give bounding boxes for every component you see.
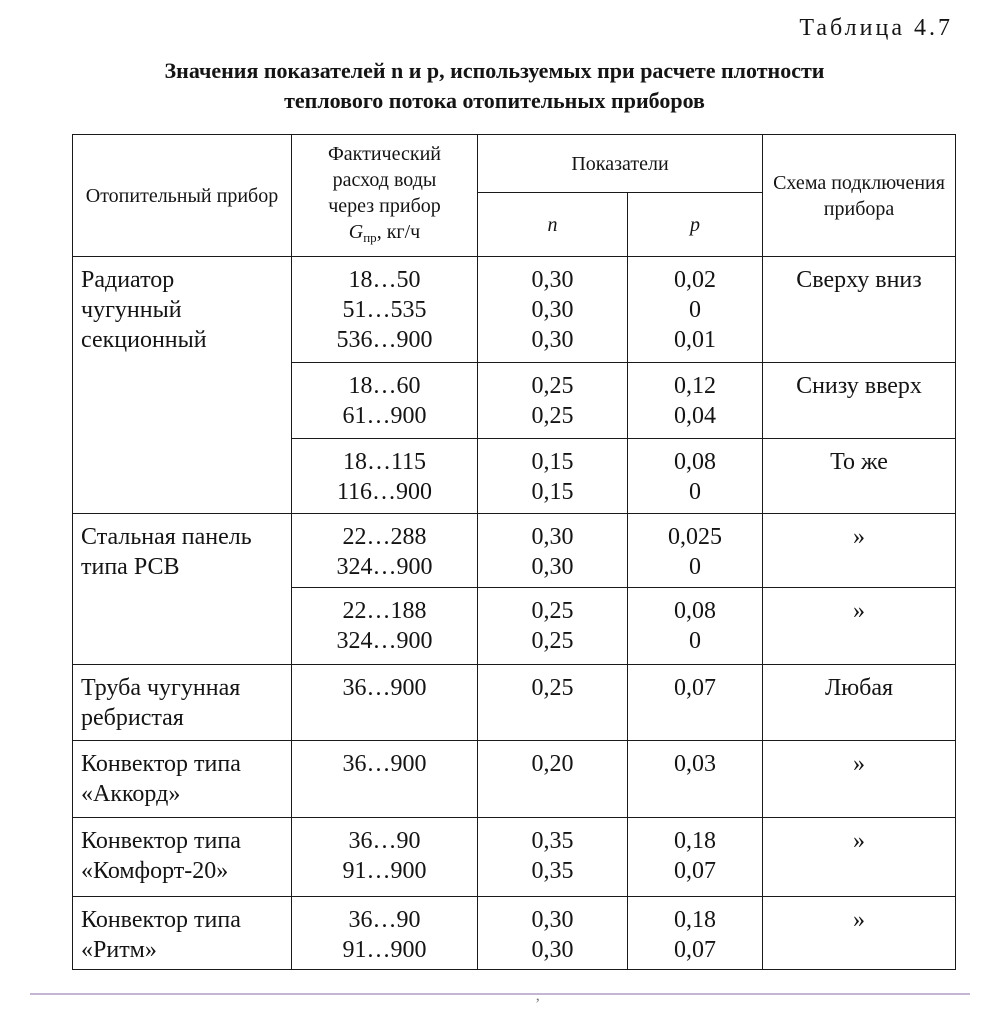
device-cell xyxy=(73,818,292,897)
flow-cell xyxy=(292,588,478,665)
table-title-line-2: теплового потока отопительных приборов xyxy=(284,88,705,113)
table-row xyxy=(73,257,956,363)
p-cell xyxy=(628,363,763,439)
n-value: 0,25 xyxy=(531,675,574,701)
n-cell xyxy=(478,363,628,439)
n-cell xyxy=(478,818,628,897)
p-value: 0 xyxy=(689,297,701,323)
header-flow xyxy=(292,135,478,257)
device-cell xyxy=(73,514,292,665)
p-value: 0,08 xyxy=(674,449,716,475)
device-name-line: чугунный xyxy=(81,297,182,323)
p-value: 0 xyxy=(689,554,701,580)
flow-value: 91…900 xyxy=(342,937,427,963)
flow-value: 18…115 xyxy=(342,449,427,475)
n-value: 0,25 xyxy=(531,598,574,624)
scheme-cell: Снизу вверх xyxy=(763,363,956,439)
data-table xyxy=(72,134,956,970)
p-value: 0,07 xyxy=(674,675,716,701)
p-value: 0 xyxy=(689,628,701,654)
p-cell xyxy=(628,818,763,897)
flow-cell xyxy=(292,363,478,439)
table-title xyxy=(0,56,989,116)
n-cell xyxy=(478,741,628,818)
device-name-line: Труба чугунная xyxy=(81,675,241,701)
n-value: 0,30 xyxy=(531,267,574,293)
flow-value: 61…900 xyxy=(342,403,427,429)
p-value: 0,01 xyxy=(674,327,716,353)
p-value: 0,03 xyxy=(674,751,716,777)
scheme-cell: » xyxy=(763,588,956,665)
header-flow-line-3: через прибор xyxy=(328,194,441,217)
flow-value: 18…50 xyxy=(348,267,421,293)
flow-value: 36…900 xyxy=(342,751,427,777)
header-row-1 xyxy=(73,135,956,193)
device-cell xyxy=(73,257,292,514)
p-cell xyxy=(628,514,763,588)
header-n: n xyxy=(478,193,628,257)
p-cell xyxy=(628,588,763,665)
flow-value: 36…90 xyxy=(348,828,421,854)
flow-cell xyxy=(292,439,478,514)
device-name-line: Конвектор типа xyxy=(81,907,241,933)
device-name-line: Радиатор xyxy=(81,267,175,293)
header-indicators: Показатели xyxy=(478,135,763,193)
n-value: 0,15 xyxy=(531,449,574,475)
header-flow-line-1: Фактический xyxy=(327,142,441,165)
n-value: 0,35 xyxy=(531,828,574,854)
device-name-line: секционный xyxy=(81,327,207,353)
device-name-line: «Ритм» xyxy=(81,937,157,963)
table-row xyxy=(73,665,956,741)
n-cell xyxy=(478,897,628,970)
table-number: Таблица 4.7 xyxy=(799,15,953,41)
n-cell xyxy=(478,514,628,588)
flow-value: 18…60 xyxy=(348,373,421,399)
scheme-cell: Любая xyxy=(763,665,956,741)
page-bottom-rule xyxy=(30,993,970,995)
table-row xyxy=(73,741,956,818)
flow-cell xyxy=(292,665,478,741)
flow-subscript: пр xyxy=(363,229,377,245)
flow-value: 91…900 xyxy=(342,858,427,884)
table-row xyxy=(73,818,956,897)
header-flow-line-4 xyxy=(292,219,477,251)
n-value: 0,25 xyxy=(531,628,574,654)
flow-cell xyxy=(292,257,478,363)
p-value: 0,12 xyxy=(674,373,716,399)
n-value: 0,30 xyxy=(531,297,574,323)
flow-value: 22…188 xyxy=(342,598,427,624)
n-value: 0,25 xyxy=(531,373,574,399)
n-value: 0,30 xyxy=(531,524,574,550)
flow-symbol: G xyxy=(348,220,364,243)
device-name-line: «Комфорт-20» xyxy=(81,858,229,884)
n-value: 0,35 xyxy=(531,858,574,884)
n-cell xyxy=(478,439,628,514)
p-cell xyxy=(628,439,763,514)
device-name-line: Стальная панель xyxy=(81,524,252,550)
scheme-cell: То же xyxy=(763,439,956,514)
n-value: 0,15 xyxy=(531,479,574,505)
n-value: 0,30 xyxy=(531,937,574,963)
device-name-line: Конвектор типа xyxy=(81,751,241,777)
device-name-line: «Аккорд» xyxy=(81,781,181,807)
device-cell xyxy=(73,741,292,818)
n-cell xyxy=(478,257,628,363)
header-scheme: Схема подключения прибора xyxy=(763,135,956,257)
p-value: 0,07 xyxy=(674,937,716,963)
flow-value: 536…900 xyxy=(336,327,433,353)
flow-value: 324…900 xyxy=(336,628,433,654)
p-value: 0,02 xyxy=(674,267,716,293)
p-cell xyxy=(628,741,763,818)
header-device: Отопительный прибор xyxy=(73,135,292,257)
device-cell xyxy=(73,665,292,741)
p-cell xyxy=(628,257,763,363)
flow-value: 36…900 xyxy=(342,675,427,701)
n-value: 0,30 xyxy=(531,327,574,353)
flow-unit: , кг/ч xyxy=(376,220,421,243)
flow-cell xyxy=(292,818,478,897)
flow-cell xyxy=(292,514,478,588)
scheme-cell: » xyxy=(763,897,956,970)
p-cell xyxy=(628,665,763,741)
table-row xyxy=(73,897,956,970)
device-cell xyxy=(73,897,292,970)
flow-value: 324…900 xyxy=(336,554,433,580)
flow-value: 36…90 xyxy=(348,907,421,933)
p-value: 0,04 xyxy=(674,403,716,429)
header-flow-line-2: расход воды xyxy=(332,168,437,191)
flow-cell xyxy=(292,897,478,970)
flow-value: 116…900 xyxy=(336,479,433,505)
n-value: 0,30 xyxy=(531,554,574,580)
p-cell xyxy=(628,897,763,970)
n-value: 0,30 xyxy=(531,907,574,933)
device-name-line: ребристая xyxy=(81,705,184,731)
n-cell xyxy=(478,588,628,665)
scheme-cell: » xyxy=(763,514,956,588)
header-p: p xyxy=(628,193,763,257)
p-value: 0,025 xyxy=(668,524,722,550)
n-value: 0,25 xyxy=(531,403,574,429)
scheme-cell: » xyxy=(763,818,956,897)
table-row xyxy=(73,514,956,588)
p-value: 0 xyxy=(689,479,701,505)
flow-value: 51…535 xyxy=(342,297,427,323)
scheme-cell: » xyxy=(763,741,956,818)
flow-value: 22…288 xyxy=(342,524,427,550)
p-value: 0,07 xyxy=(674,858,716,884)
device-name-line: Конвектор типа xyxy=(81,828,241,854)
n-value: 0,20 xyxy=(531,751,574,777)
n-cell xyxy=(478,665,628,741)
device-name-line: типа РСВ xyxy=(81,554,180,580)
p-value: 0,18 xyxy=(674,907,716,933)
scheme-cell: Сверху вниз xyxy=(763,257,956,363)
page-reference: ’ xyxy=(535,996,541,1013)
table-title-line-1: Значения показателей n и p, используемых при расчете плотности xyxy=(164,58,825,83)
p-value: 0,08 xyxy=(674,598,716,624)
flow-cell xyxy=(292,741,478,818)
p-value: 0,18 xyxy=(674,828,716,854)
